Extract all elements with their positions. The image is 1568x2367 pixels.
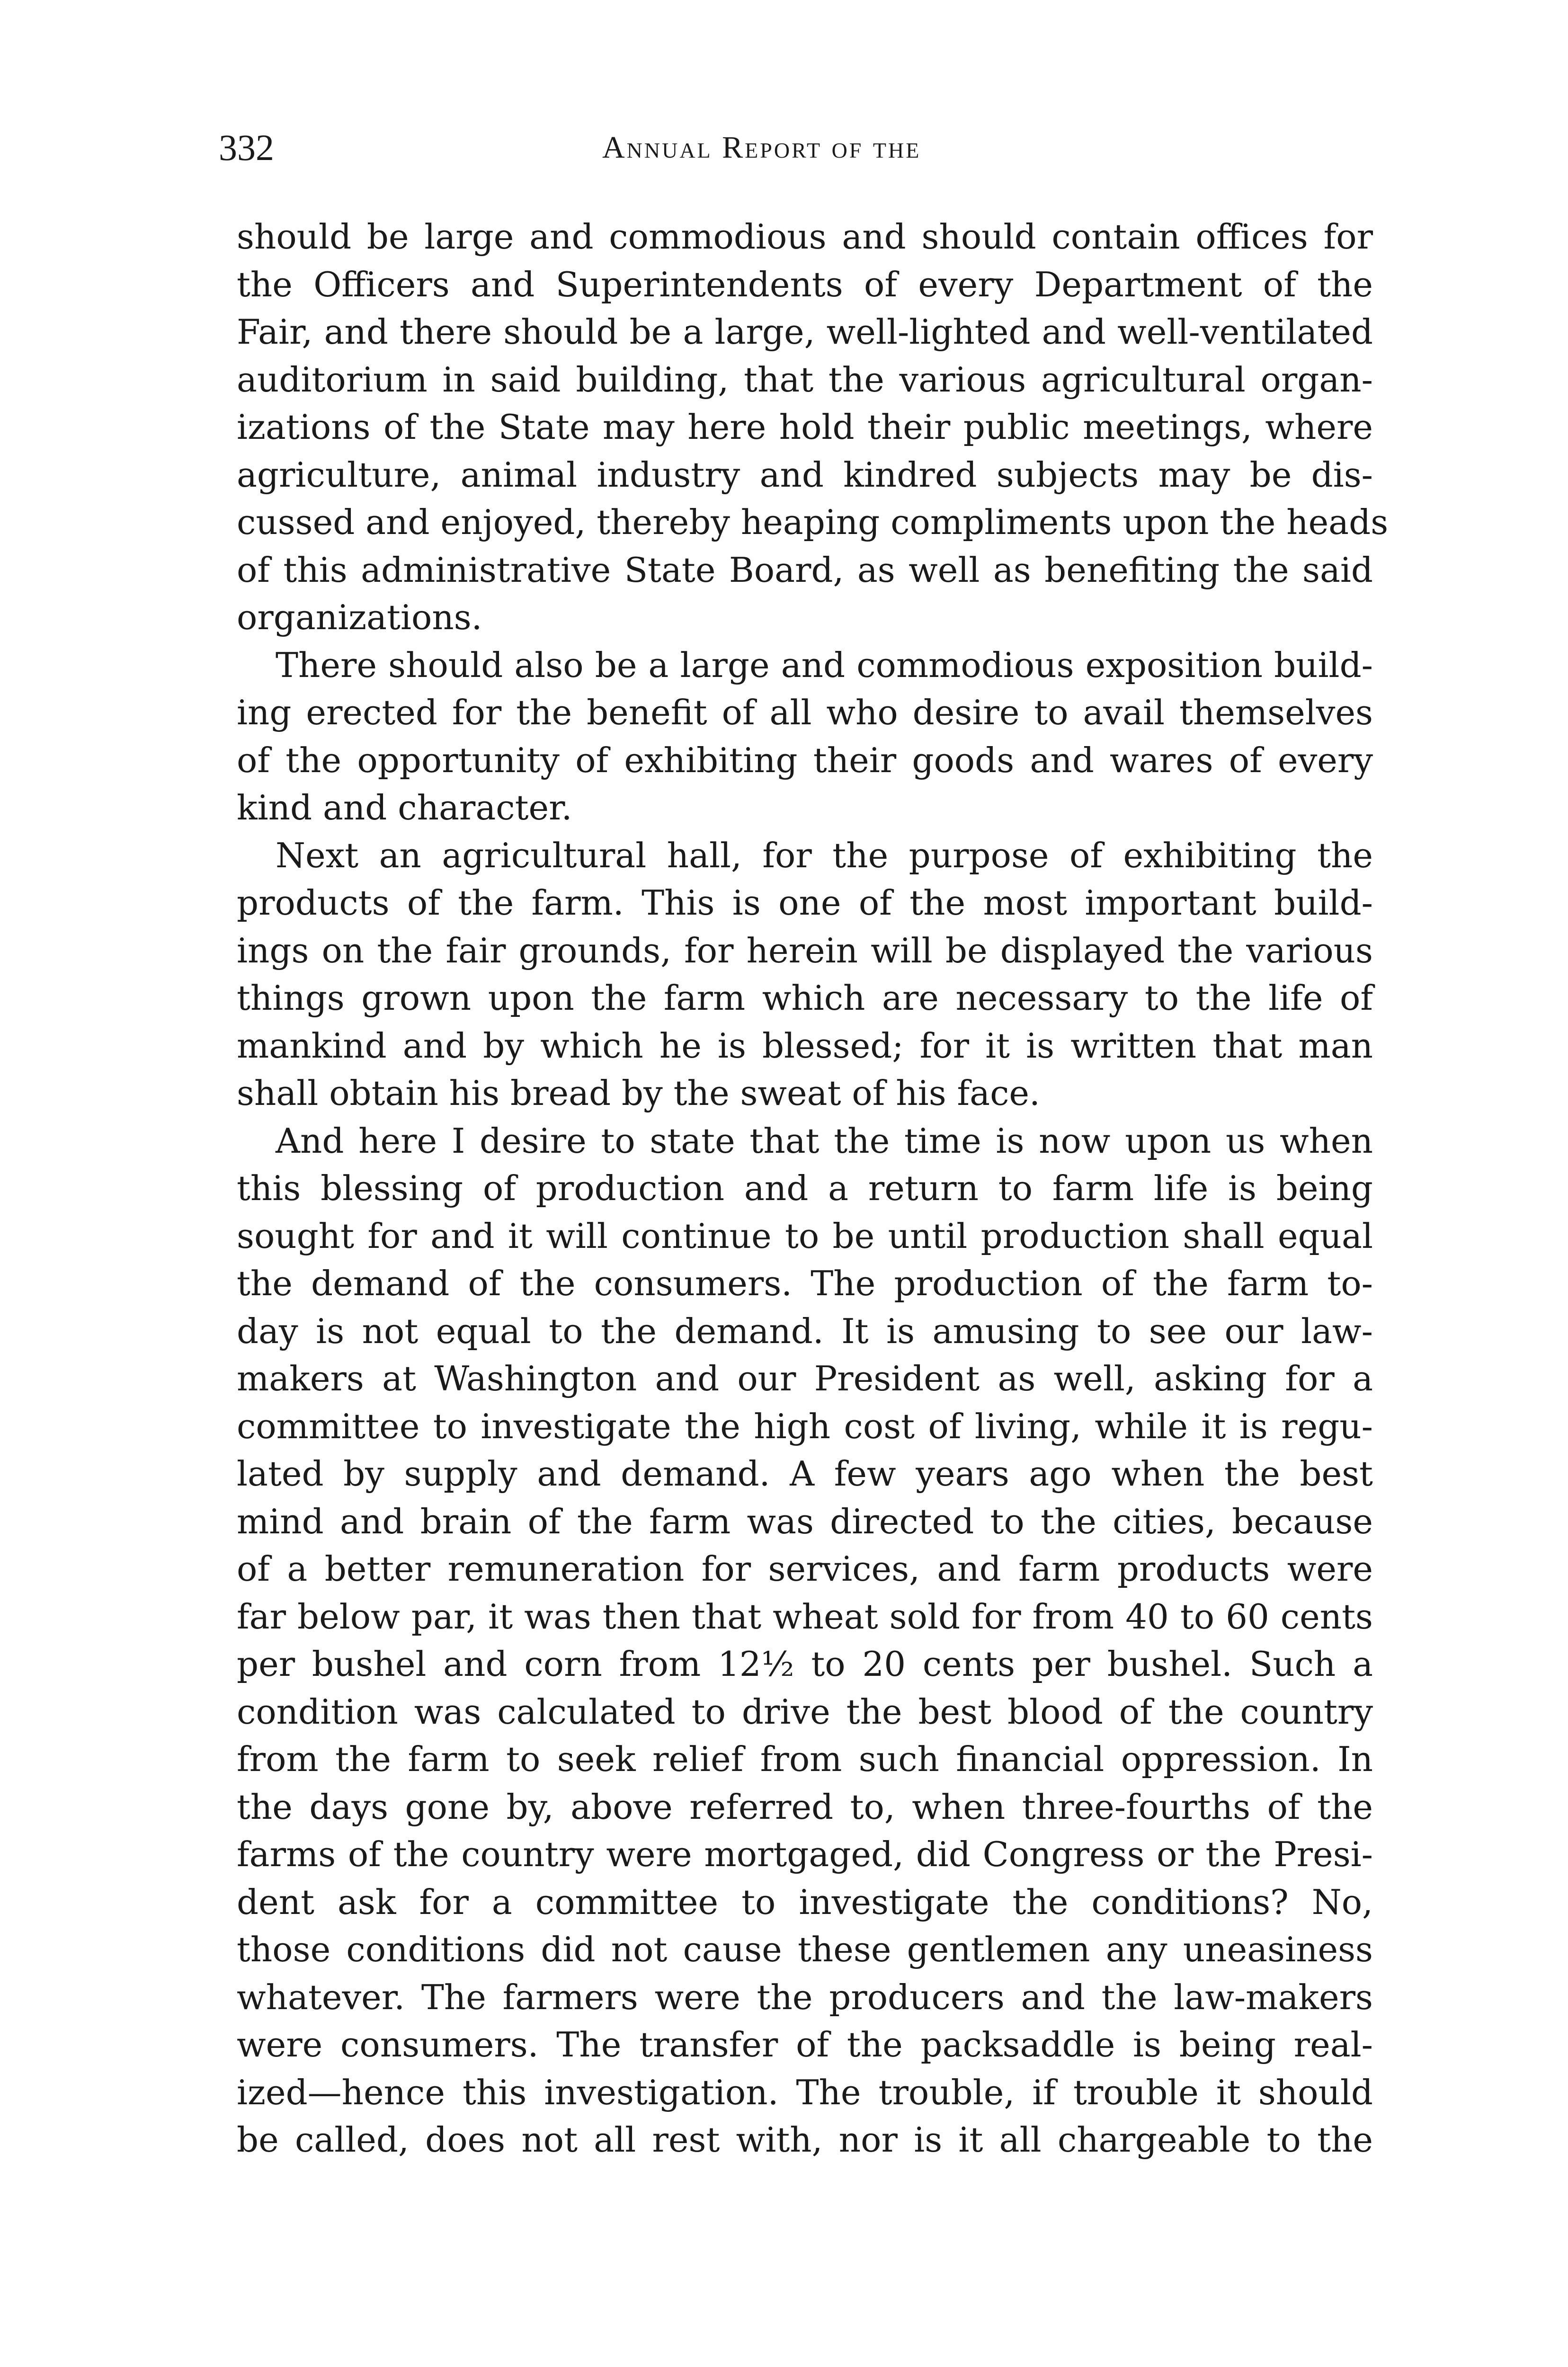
text-line: the days gone by, above referred to, when three-fourths of the (237, 1787, 1373, 1827)
text-line: should be large and commodious and should contain offices for (237, 217, 1373, 257)
text-line: Fair, and there should be a large, well-lighted and well-ventilated (237, 312, 1373, 352)
text-line: this blessing of production and a return to farm life is being (237, 1168, 1373, 1208)
text-line: sought for and it will continue to be until production shall equal (237, 1216, 1373, 1256)
text-line: mankind and by which he is blessed; for it is written that man (237, 1025, 1373, 1066)
text-line: ings on the fair grounds, for herein will be displayed the various (237, 930, 1373, 970)
text-line: committee to investigate the high cost of living, while it is regu- (237, 1406, 1373, 1446)
text-line: of the opportunity of exhibiting their goods and wares of every (237, 740, 1373, 780)
text-line: condition was calculated to drive the best blood of the country (237, 1691, 1373, 1732)
text-line: things grown upon the farm which are necessary to the life of (237, 978, 1373, 1018)
page-header (219, 124, 1374, 176)
text-line: products of the farm. This is one of the most important build- (237, 883, 1373, 923)
text-line: ing erected for the benefit of all who desire to avail themselves (237, 693, 1373, 732)
body-text (237, 213, 1389, 2164)
page-number: 332 (219, 127, 274, 168)
text-line: organizations. (237, 597, 482, 637)
text-line: makers at Washington and our President as well, asking for a (237, 1359, 1373, 1398)
text-line: agriculture, animal industry and kindred subjects may be dis- (237, 454, 1373, 495)
text-line: far below par, it was then that wheat sold for from 40 to 60 cents (237, 1596, 1373, 1637)
text-line: day is not equal to the demand. It is amusing to see our law- (237, 1311, 1373, 1351)
text-line: the Officers and Superintendents of every Department of the (237, 264, 1373, 304)
text-line: be called, does not all rest with, nor is it all chargeable to the (237, 2120, 1373, 2160)
text-line: dent ask for a committee to investigate the conditions? No, (237, 1882, 1373, 1922)
text-line: those conditions did not cause these gentlemen any uneasiness (237, 1930, 1373, 1969)
text-line: were consumers. The transfer of the packsaddle is being real- (237, 2025, 1373, 2064)
text-line: whatever. The farmers were the producers and the law-makers (237, 1977, 1373, 2017)
text-line: izations of the State may here hold their public meetings, where (237, 407, 1373, 447)
text-line: lated by supply and demand. A few years ago when the best (237, 1454, 1373, 1494)
text-line: of a better remuneration for services, and farm products were (237, 1549, 1373, 1589)
text-line: ized—hence this investigation. The trouble, if trouble it should (237, 2072, 1373, 2112)
text-line: of this administrative State Board, as well as benefiting the said (237, 550, 1373, 590)
text-line: from the farm to seek relief from such financial oppression. In (237, 1739, 1373, 1779)
text-line: And here I desire to state that the time is now upon us when (276, 1121, 1373, 1161)
text-line: the demand of the consumers. The production of the farm to- (237, 1264, 1373, 1303)
text-line: There should also be a large and commodious exposition build- (276, 645, 1373, 685)
text-line: cussed and enjoyed, thereby heaping compliments upon the heads (237, 502, 1389, 542)
text-line: kind and character. (237, 788, 572, 828)
text-line: auditorium in said building, that the various agricultural organ- (237, 359, 1373, 400)
text-line: per bushel and corn from 12½ to 20 cents per bushel. Such a (237, 1644, 1373, 1684)
text-line: mind and brain of the farm was directed to the cities, because (237, 1501, 1373, 1541)
text-line: shall obtain his bread by the sweat of his face. (237, 1073, 1040, 1113)
running-head: Annual Report of the (602, 130, 921, 165)
text-line: farms of the country were mortgaged, did Congress or the Presi- (237, 1834, 1373, 1874)
text-line: Next an agricultural hall, for the purpose of exhibiting the (276, 835, 1373, 875)
